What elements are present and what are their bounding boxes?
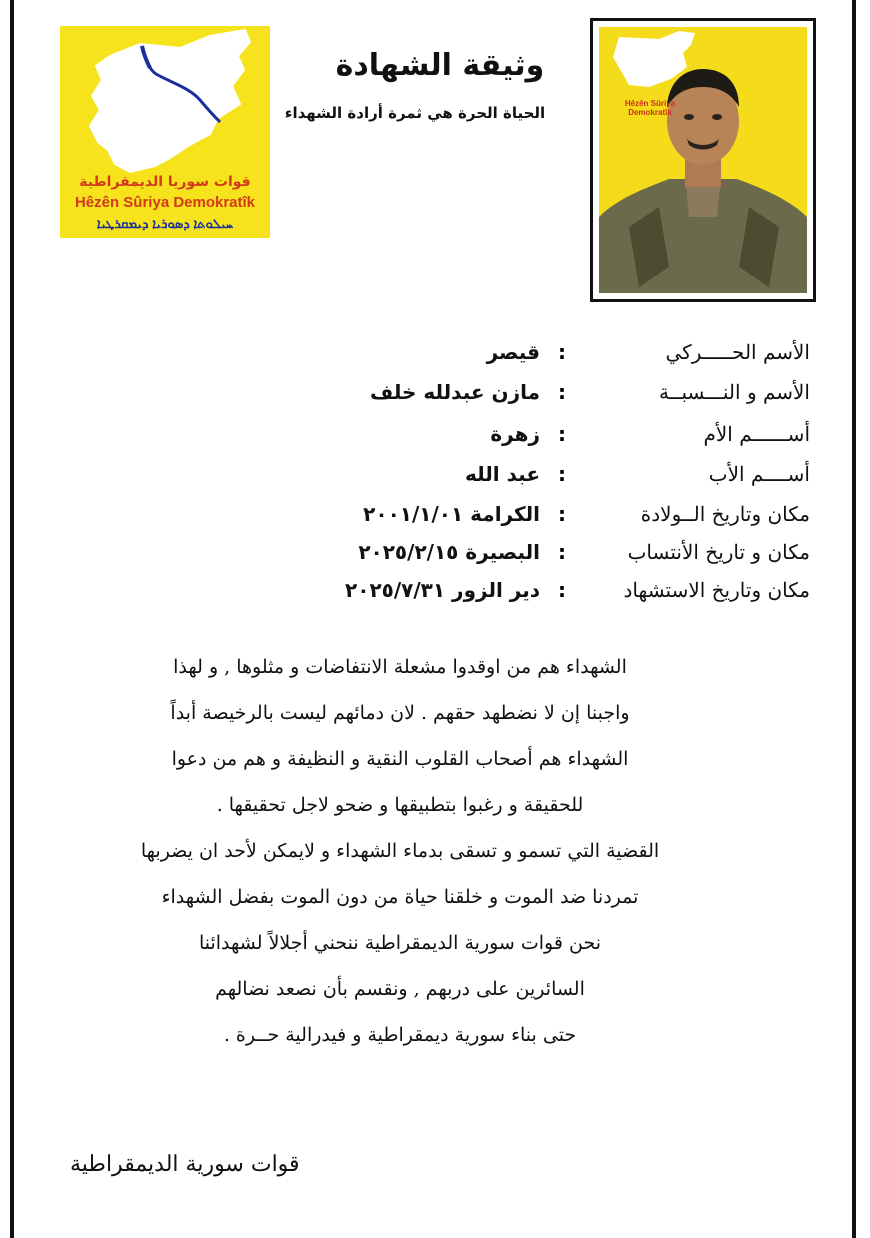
paragraph-line: للحقيقة و رغبوا بتطبيقها و ضحو لاجل تحقيقها . [216,794,584,816]
field-value: عبد الله [465,462,540,486]
photo-badge-text: Hêzên Sûriya Demokratîk [624,99,676,117]
paragraph-line: الشهداء هم أصحاب القلوب النقية و النظيفة و هم من دعوا [171,748,629,770]
paragraph-line: تمردنا ضد الموت و خلقنا حياة من دون الموت بفضل الشهداء [161,886,639,908]
field-value: زهرة [490,422,540,446]
field-row-father-name [300,462,810,498]
field-value: دير الزور ٢٠٢٥/٧/٣١ [345,578,540,602]
tribute-paragraph [60,644,740,1058]
field-label: مكان وتاريخ الــولادة [640,502,810,526]
field-label: مكان وتاريخ الاستشهاد [623,578,810,602]
field-label: مكان و تاريخ الأنتساب [627,540,810,564]
field-row-joining [300,540,810,576]
photo-portrait [599,27,807,293]
field-row-nickname [300,340,810,376]
field-colon: : [558,462,566,486]
field-colon: : [558,578,566,602]
field-value: الكرامة ٢٠٠١/١/٠١ [363,502,540,526]
martyr-photo [590,18,816,302]
field-value: البصيرة ٢٠٢٥/٢/١٥ [358,540,540,564]
field-row-martyrdom [300,578,810,614]
paragraph-line: القضية التي تسمو و تسقى بدماء الشهداء و لايمكن لأحد ان يضربها [140,840,660,862]
document-title: وثيقة الشهادة [335,48,545,83]
logo-syriac-name: ܚܝܠܘܬܐ ܕܣܘܪܝܐ ܕܝܡܩܪܛܝܐ [96,216,234,231]
field-colon: : [558,422,566,446]
paragraph-line: حتى بناء سورية ديمقراطية و فيدرالية حــرة . [223,1024,577,1046]
field-label: أســــــم الأم [703,422,810,446]
document-subtitle: الحياة الحرة هي ثمرة أرادة الشهداء [284,104,546,122]
paragraph-line: نحن قوات سورية الديمقراطية ننحني أجلالاً لشهدائنا [198,932,602,954]
field-value: مازن عبدلله خلف [370,380,540,404]
field-label: الأسم الحـــــركي [665,340,810,364]
field-label: الأسم و النـــسبــة [659,380,810,404]
syria-map-icon [60,26,270,176]
field-row-mother-name [300,422,810,458]
logo-latin-name: Hêzên Sûriya Demokratîk [74,194,256,211]
field-label: أســــم الأب [708,462,810,486]
field-colon: : [558,502,566,526]
field-colon: : [558,540,566,564]
field-row-fullname [300,380,810,416]
field-value: قيصر [486,340,540,364]
sdf-logo [60,26,270,238]
field-colon: : [558,340,566,364]
signature: قوات سورية الديمقراطية [70,1152,300,1177]
field-row-birth [300,502,810,538]
portrait-icon [599,27,807,293]
field-colon: : [558,380,566,404]
paragraph-line: السائرين على دربهم , ونقسم بأن نصعد نضالهم [215,978,585,1000]
logo-arabic-name: قوات سوريا الديمقراطية [79,174,251,190]
paragraph-line: الشهداء هم من اوقدوا مشعلة الانتفاضات و مثلوها , و لهذا [173,656,627,678]
paragraph-line: واجبنا إن لا نضطهد حقهم . لان دمائهم ليست بالرخيصة أبداً [170,702,630,724]
